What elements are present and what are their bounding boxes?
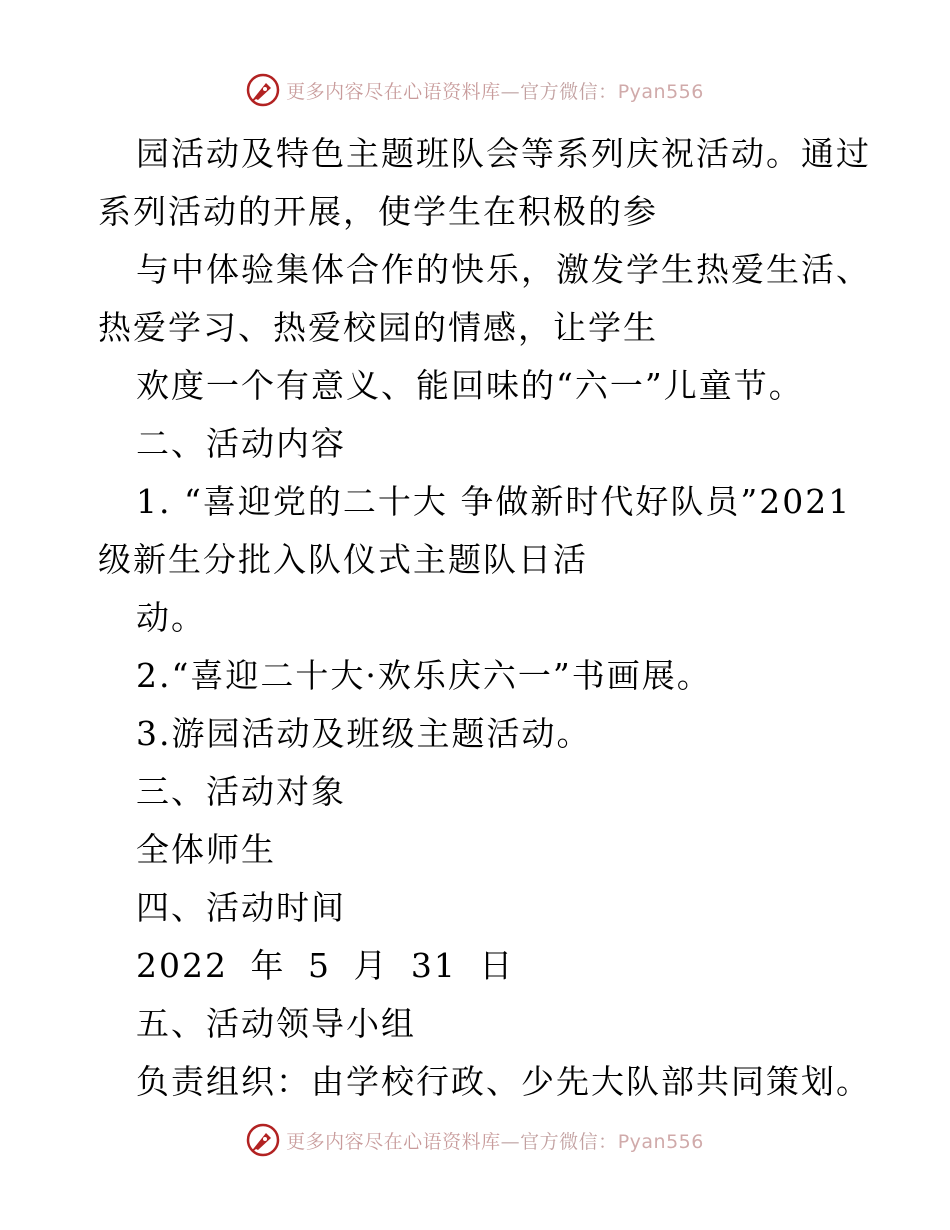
pen-nib-logo-icon <box>246 73 280 107</box>
watermark-wechat-id: Pyan556 <box>617 80 704 103</box>
paragraph-line: 园活动及特色主题班队会等系列庆祝活动。通过 <box>136 134 871 173</box>
watermark-main-text: 更多内容尽在心语资料库 <box>286 80 501 103</box>
list-item-3: 3.游园活动及班级主题活动。 <box>136 714 592 753</box>
watermark-wechat-label: 官方微信： <box>520 80 618 103</box>
watermark-wechat-label: 官方微信： <box>520 1130 618 1153</box>
audience-text: 全体师生 <box>136 830 276 869</box>
list-item-2: 2.“喜迎二十大·欢乐庆六一”书画展。 <box>136 656 712 695</box>
watermark-main-text: 更多内容尽在心语资料库 <box>286 1130 501 1153</box>
watermark-text <box>286 77 704 104</box>
watermark-group <box>246 73 704 107</box>
paragraph-line: 与中体验集体合作的快乐，激发学生热爱生活、 <box>136 250 871 289</box>
watermark-wechat-id: Pyan556 <box>617 1130 704 1153</box>
list-item-1-continued: 级新生分批入队仪式主题队日活 <box>98 540 588 579</box>
document-body <box>98 125 871 1111</box>
watermark-text <box>286 1127 704 1154</box>
pen-nib-logo-icon <box>246 1123 280 1157</box>
watermark-dash: — <box>500 80 521 103</box>
section-heading-time: 四、活动时间 <box>136 888 346 927</box>
paragraph-line: 系列活动的开展，使学生在积极的参 <box>98 192 658 231</box>
watermark-group <box>246 1123 704 1157</box>
section-heading-leadership: 五、活动领导小组 <box>136 1004 416 1043</box>
list-item-1: 1. “喜迎党的二十大 争做新时代好队员”2021 <box>136 482 852 521</box>
paragraph-line: 欢度一个有意义、能回味的“六一”儿童节。 <box>136 366 804 405</box>
section-heading-audience: 三、活动对象 <box>136 772 346 811</box>
list-item-1-continued: 动。 <box>136 598 206 637</box>
top-watermark-banner <box>0 70 950 110</box>
section-heading-content: 二、活动内容 <box>136 424 346 463</box>
bottom-watermark-banner <box>0 1120 950 1160</box>
paragraph-line: 热爱学习、热爱校园的情感，让学生 <box>98 308 658 347</box>
event-date: 2022 年 5 月 31 日 <box>136 946 515 985</box>
organizer-text: 负责组织：由学校行政、少先大队部共同策划。 <box>136 1062 871 1101</box>
watermark-dash: — <box>500 1130 521 1153</box>
